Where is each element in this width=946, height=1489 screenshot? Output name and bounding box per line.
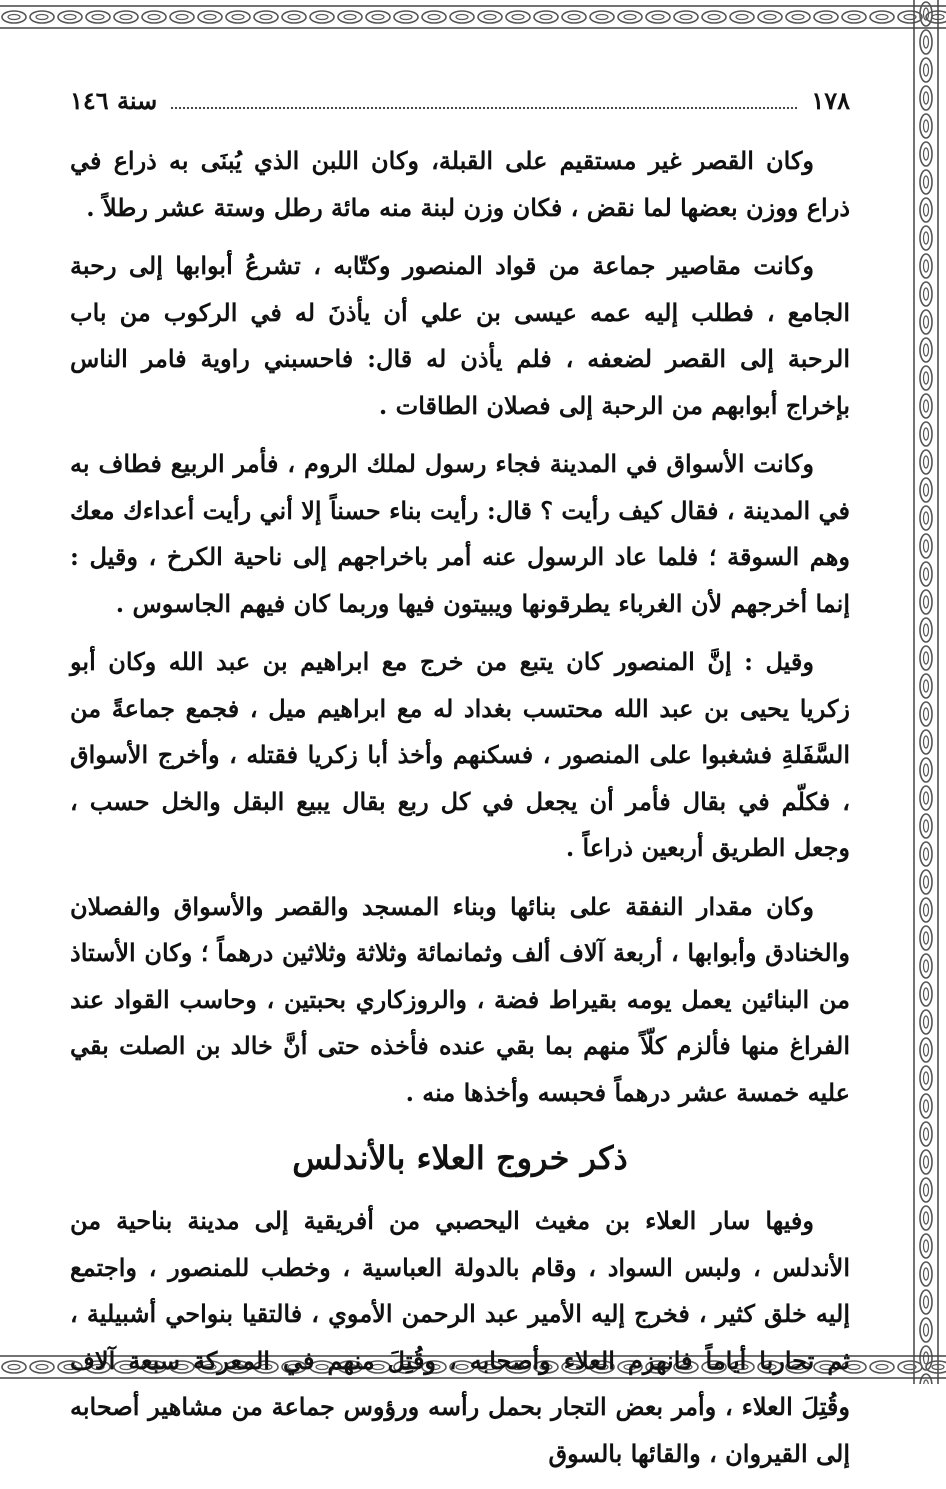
header-dotted-leader: [171, 107, 797, 109]
paragraph-5: وكان مقدار النفقة على بنائها وبناء المسجد والقصر والأسواق والفصلان والخنادق وأبوابها ، أربعة آلاف ألف وثمانمائة وثلاثة وثلاثين درهماً ؛ وكان الأستاذ من البنائين يعمل يومه بقيراط فضة ، والروزكاري بحبتين ، وحاسب القواد عند الفراغ منها فألزم كلّاً منهم بما بقي عنده فأخذه حتى أنَّ خالد بن الصلت بقي عليه خمسة عشر درهماً فحبسه وأخذها منه .: [70, 891, 850, 1107]
page-number: ١٧٨: [811, 86, 850, 115]
page-header: [70, 86, 850, 124]
page-body: [70, 86, 850, 1489]
year-label: سنة ١٤٦: [70, 86, 158, 115]
right-ornamental-border: [906, 0, 946, 1384]
section-title: ذكر خروج العلاء بالأندلس: [292, 1139, 628, 1177]
paragraph-4: وقيل : إنَّ المنصور كان يتبع من خرج مع ابراهيم بن عبد الله وكان أبو زكريا يحيى بن عبد الله محتسب بغداد له مع ابراهيم ميل ، فجمع جماعةً من السَّفَلةِ فشغبوا على المنصور ، فسكنهم وأخذ أبا زكريا فقتله ، وأخرج الأسواق ، فكلّم في بقال فأمر أن يجعل في كل ربع بقال يبيع البقل والخل حسب ، وجعل الطريق أربعين ذراعاً .: [70, 647, 850, 862]
top-ornamental-border: [0, 0, 946, 34]
paragraph-1: وكان القصر غير مستقيم على القبلة، وكان اللبن الذي يُبنَى به ذراع في ذراع ووزن بعضها لما نقض ، فكان وزن لبنة منه مائة رطل وستة عشر رطلاً .: [70, 146, 850, 222]
paragraph-2: وكانت مقاصير جماعة من قواد المنصور وكتّابه ، تشرعُ أبوابها إلى رحبة الجامع ، فطلب إليه عمه عيسى بن علي أن يأذنَ له في الركوب من باب الرحبة إلى القصر لضعفه ، فلم يأذن له قال: فاحسبني راوية فامر الناس بإخراج أبوابهم من الرحبة إلى فصلان الطاقات .: [70, 251, 850, 420]
paragraph-3: وكانت الأسواق في المدينة فجاء رسول لملك الروم ، فأمر الربيع فطاف به في المدينة ، فقال كيف رأيت ؟ قال: رأيت بناء حسناً إلا أني رأيت أعداءك معك وهم السوقة ؛ فلما عاد الرسول عنه أمر باخراجهم إلى ناحية الكرخ ، وقيل : إنما أخرجهم لأن الغرباء يطرقونها ويبيتون فيها وربما كان فيهم الجاسوس .: [69, 449, 850, 618]
section-paragraph: وفيها سار العلاء بن مغيث اليحصبي من أفريقية إلى مدينة بناحية من الأندلس ، ولبس السواد ، وقام بالدولة العباسية ، وخطب للمنصور ، واجتمع إليه خلق كثير ، فخرج إليه الأمير عبد الرحمن الأموي ، فالتقيا بنواحي أشبيلية ، ثم تحاربا أياماً فانهزم العلاء وأصحابه ، وقُتِلَ منهم في المعركة سبعة آلاف وقُتِلَ العلاء ، وأمر بعض التجار بحمل رأسه ورؤوس جماعة من مشاهير أصحابه إلى القيروان ، والقائها بالسوق: [70, 1206, 850, 1468]
